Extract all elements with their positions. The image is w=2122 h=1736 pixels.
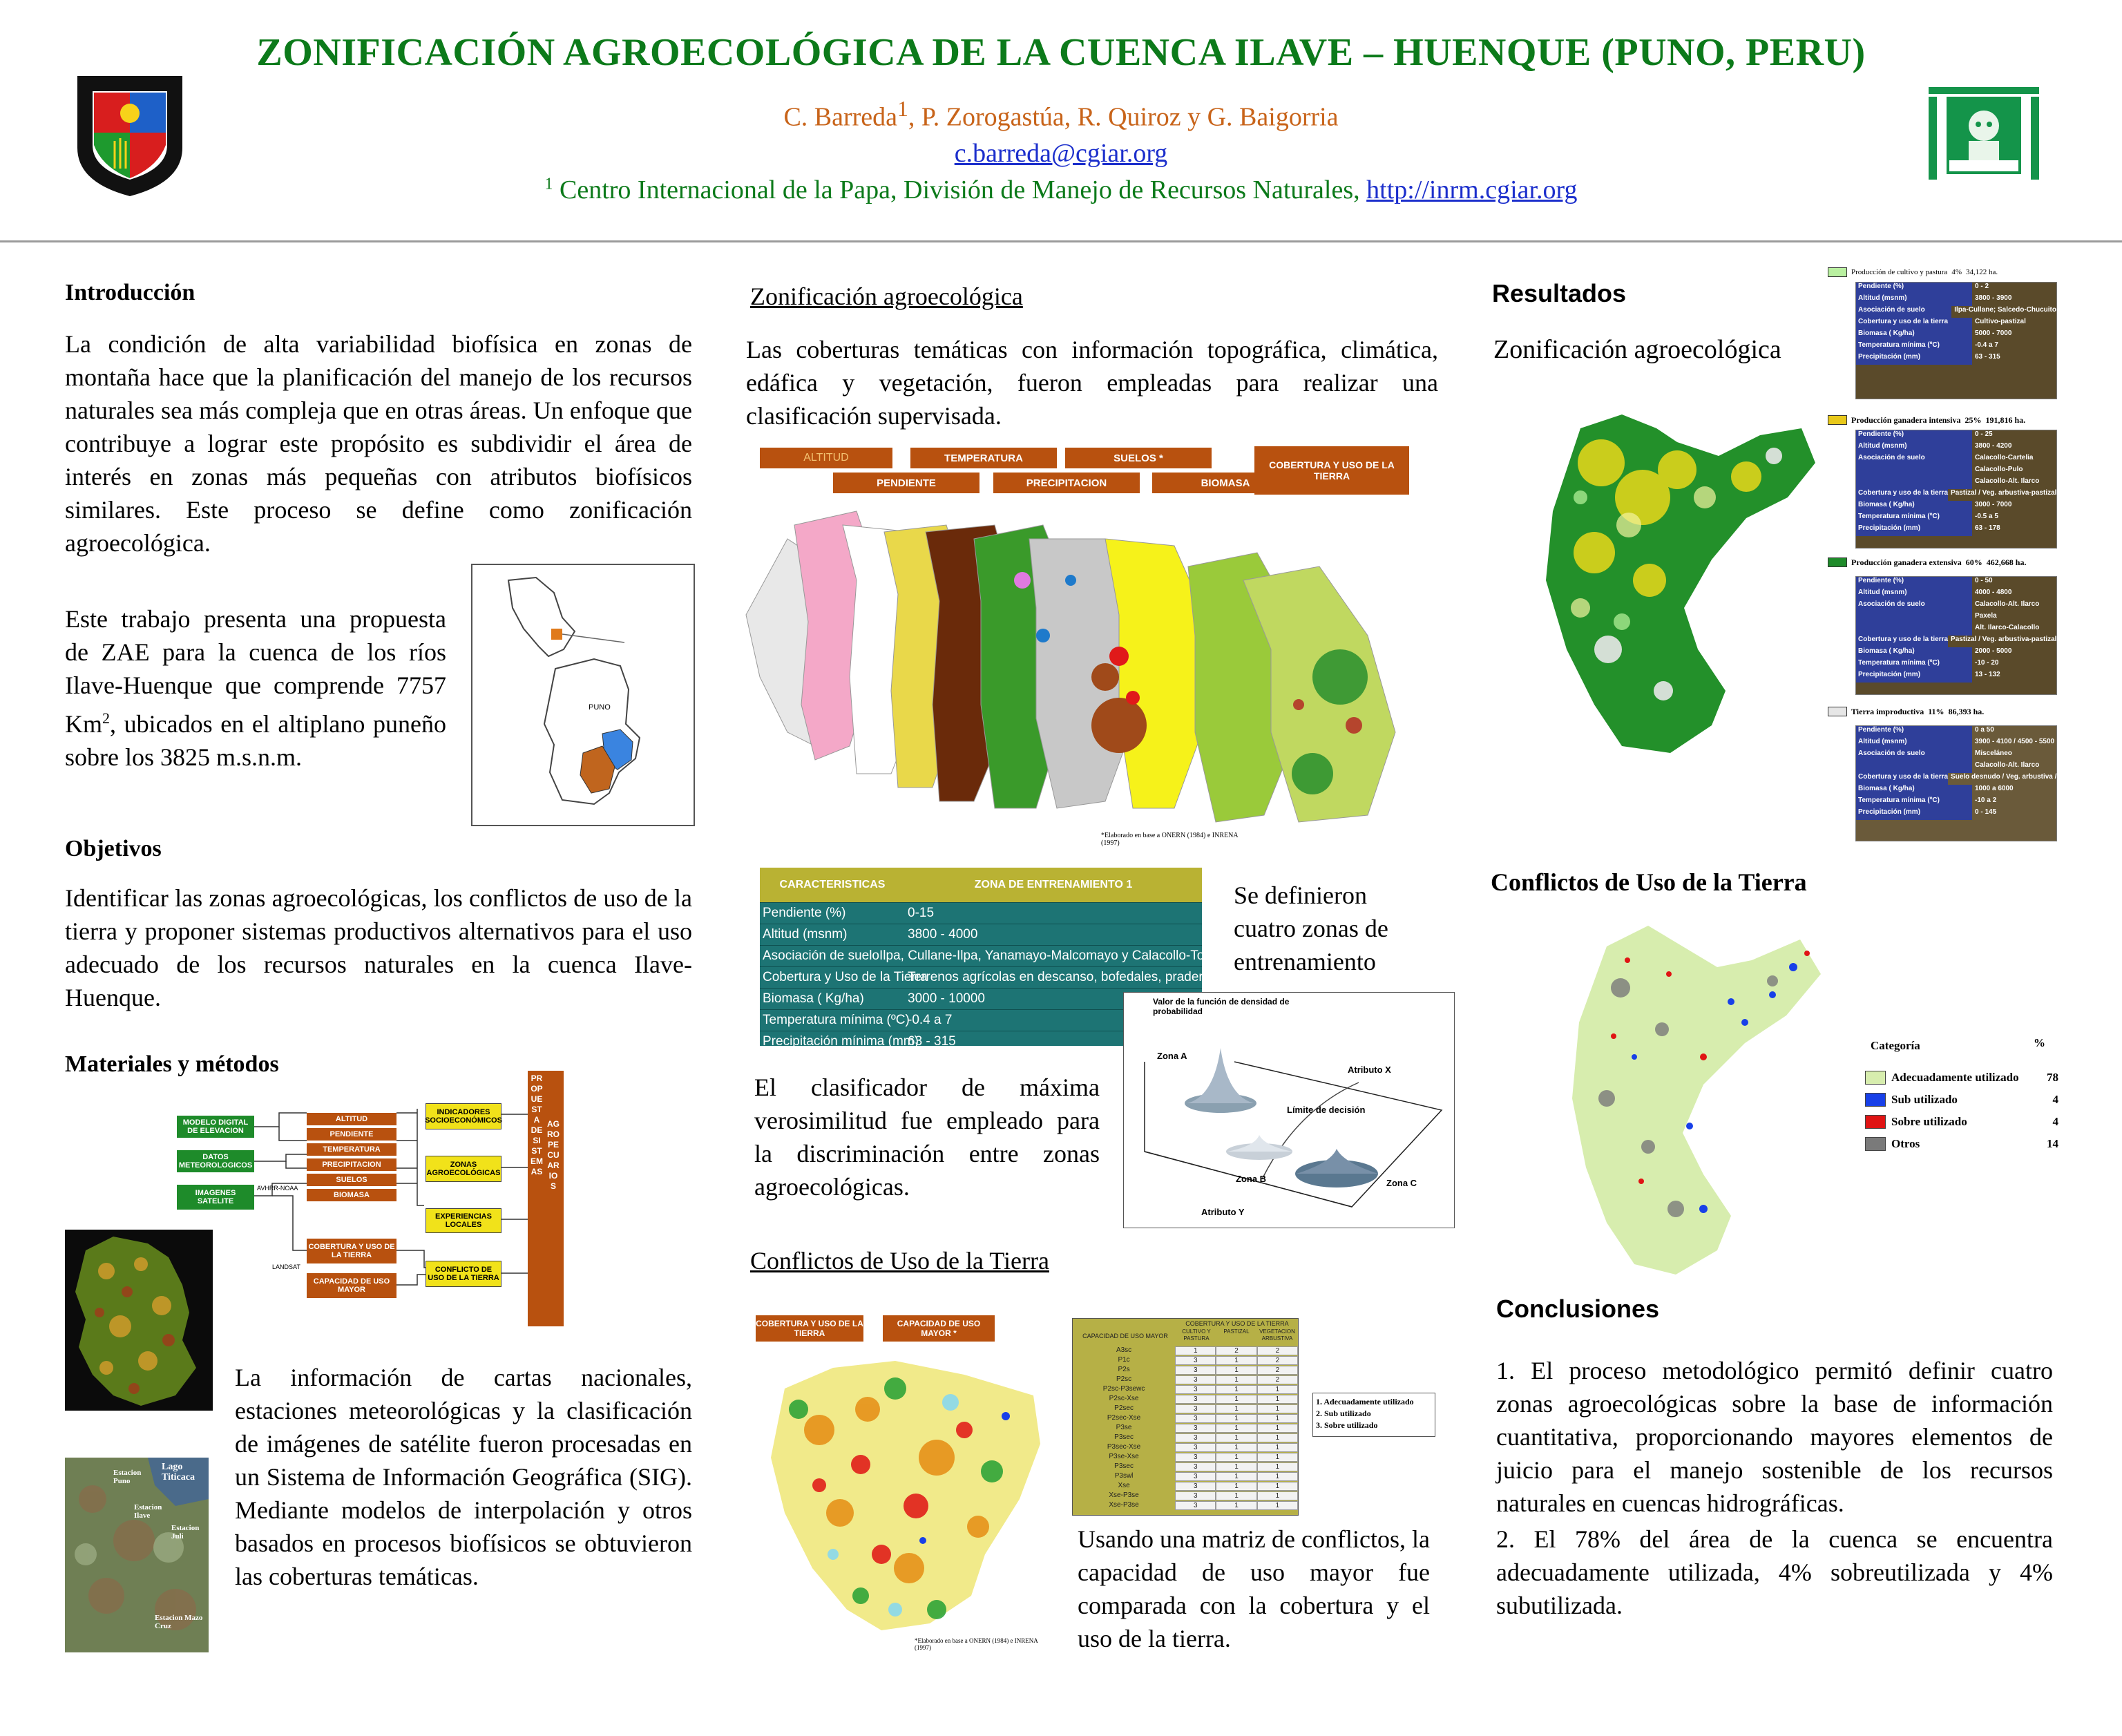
zone-1-swatch: [1828, 267, 1847, 277]
methods-flow-diagram: [175, 1067, 604, 1330]
metodos-heading: Materiales y métodos: [65, 1051, 279, 1077]
training-table-header: [760, 868, 1202, 902]
clasificador-text: El clasificador de máxima verosimilitud fue empleado para la discriminación entre zonas agroecológicas.: [754, 1074, 1100, 1201]
training-col-zona: ZONA DE ENTRENAMIENTO 1: [974, 879, 1133, 890]
matrix-legend-item: 2. Sub utilizado: [1316, 1409, 1371, 1418]
sat-label-puno: Estacion Puno: [113, 1469, 142, 1485]
authors: C. Barreda$^1$, P. Zorogastúa, R. Quiroz y G. Baigorria: [783, 97, 1339, 132]
legend-label: Otros: [1891, 1137, 1920, 1150]
sat-label-ilave: Estacion Ilave: [134, 1503, 162, 1520]
matrix-row: Xse-P3se 3 1 1: [1073, 1501, 1298, 1511]
diagram-title: Valor de la función de densidad de probabilidad: [1153, 997, 1290, 1016]
affiliation: $^1$ Centro Internacional de la Papa, División de Manejo de Recursos Naturales, http://inrm.cgiar.org: [544, 175, 1578, 204]
matrix-row: P2sc-Xse 3 1 1: [1073, 1395, 1298, 1404]
matrix-row: P2sec-Xse 3 1 1: [1073, 1414, 1298, 1424]
inrm-link[interactable]: http://inrm.cgiar.org: [1366, 175, 1578, 204]
diagram-atributo-y: Atributo Y: [1201, 1207, 1245, 1217]
conflict-footnote: *Elaborado en base a ONERN (1984) e INRENA (1997): [915, 1637, 1038, 1651]
probability-density-diagram: [1123, 992, 1455, 1228]
university-shield-logo: [75, 72, 185, 199]
matrix-row: P1c 3 1 2: [1073, 1356, 1298, 1366]
tag-conflict-cobertura: COBERTURA Y USO DE LA TIERRA: [756, 1315, 863, 1342]
tag-precipitacion: PRECIPITACION: [993, 473, 1140, 493]
matrix-row: P2sec 3 1 1: [1073, 1404, 1298, 1414]
metodos-text: La información de cartas nacionales, estaciones meteorológicas y la clasificación de imágenes de satélite fueron procesadas en un Sistema de Información Geográfica (SIG). Mediante modelos de interpolación y otros basados en procesos biofísicos se obtuvieron las coberturas temáticas.: [235, 1364, 692, 1590]
layer-cobertura: COBERTURA Y USO DE LA TIERRA: [307, 1239, 396, 1263]
legend-swatch: [1865, 1093, 1886, 1107]
matrix-col-pastizal: PASTIZAL: [1223, 1328, 1250, 1335]
conclusion-2: 2. El 78% del área de la cuenca se encuentra adecuadamente utilizada, 4% sobreutilizada y 4% subutilizada.: [1496, 1525, 2053, 1619]
zone-4-header: Tierra improductiva 11% 86,393 ha.: [1828, 705, 2060, 718]
matriz-text: Usando una matriz de conflictos, la capacidad de uso mayor fue comparada con la cobertura y el uso de la tierra.: [1078, 1525, 1430, 1652]
layer-temperatura: TEMPERATURA: [307, 1143, 396, 1156]
zone-1-header: Producción de cultivo y pastura 4% 34,122 ha.: [1828, 265, 2060, 279]
propuesta-bar: [528, 1071, 564, 1326]
layer-biomasa: BIOMASA: [307, 1189, 396, 1201]
zone-4-card: Pendiente (%) 0 a 50 Altitud (msnm) 3900 - 4100 / 4500 - 5500 Asociación de suelo Misceláneo Calacollo-Alt. Ilarco Cobertura y uso de la tierra Suelo desnudo / Veg. arbustiva / Nevado Biomasa ( Kg/ha) 1000 a 6000 Temperatura mínima (ºC) -10 a 2 Precipitación (mm) 0 - 145: [1855, 725, 2057, 841]
cip-logo: [1922, 77, 2046, 199]
legend-pct-title: %: [2034, 1036, 2045, 1049]
conclusiones-heading: Conclusiones: [1496, 1295, 1660, 1323]
agropecuarios-vertical-text: AGROPECUARIOS: [547, 1119, 560, 1191]
legend-value: 78: [2047, 1071, 2058, 1084]
conflictos-mid-heading: Conflictos de Uso de la Tierra: [750, 1247, 1049, 1275]
legend-item: [1865, 1134, 2058, 1154]
email-link[interactable]: c.barreda@cgiar.org: [954, 139, 1168, 168]
conflictos-results-heading: Conflictos de Uso de la Tierra: [1491, 868, 1807, 896]
zonificacion-heading: Zonificación agroecológica: [750, 283, 1023, 310]
matrix-col-vegetacion: VEGETACION ARBUSTIVA: [1259, 1328, 1295, 1342]
legend-value: 4: [2052, 1115, 2058, 1128]
matrix-legend-item: 1. Adecuadamente utilizado: [1316, 1397, 1414, 1406]
zone-3-swatch: [1828, 557, 1847, 567]
zone-2-header: Producción ganadera intensiva 25% 191,816 ha.: [1828, 413, 2060, 427]
tag-cobertura: COBERTURA Y USO DE LA TIERRA: [1254, 446, 1409, 495]
matrix-row: P3sec-Xse 3 1 1: [1073, 1443, 1298, 1453]
resultados-heading: Resultados: [1492, 279, 1627, 307]
matrix-legend-item: 3. Sobre utilizado: [1316, 1420, 1378, 1430]
diagram-zona-a: Zona A: [1157, 1051, 1187, 1061]
layer-altitud: ALTITUD: [307, 1113, 396, 1125]
sat-label-lago: Lago Titicaca: [162, 1462, 195, 1482]
legend-swatch: [1865, 1071, 1886, 1085]
sat-label-juli: Estacion Juli: [171, 1524, 200, 1541]
propuesta-vertical-text: PROPUESTA DE SISTEMAS: [530, 1074, 543, 1176]
matrix-legend: [1312, 1393, 1435, 1437]
zonificacion-text: Las coberturas temáticas con información topográfica, climática, edáfica y vegetación, fueron empleadas para realizar una clasificación supervisada.: [746, 336, 1438, 430]
intro-paragraph-2: Este trabajo presenta una propuesta de ZAE para la cuenca de los ríos Ilave-Huenque que comprende 7757 Km$^2$, ubicados en el altiplano puneño sobre los 3825 m.s.n.m.: [65, 605, 446, 771]
matrix-row: P3se 3 1 1: [1073, 1424, 1298, 1433]
matrix-row: A3sc 1 2 2: [1073, 1346, 1298, 1356]
matrix-row: Xse 3 1 1: [1073, 1482, 1298, 1491]
matrix-row: Xse-P3se 3 1 1: [1073, 1491, 1298, 1501]
matrix-col-cultivo: CULTIVO Y PASTURA: [1182, 1328, 1211, 1342]
agroecological-zones-map: [1539, 401, 1821, 760]
matrix-row: P2sc 3 1 2: [1073, 1375, 1298, 1385]
intro-heading: Introducción: [65, 280, 195, 305]
training-row: Cobertura y Uso de la Tierra Terrenos agrícolas en descanso, bofedales, pradera: [760, 966, 1202, 988]
label-avhrr: AVHRR-NOAA: [257, 1185, 298, 1192]
legend-label: Adecuadamente utilizado: [1891, 1071, 2019, 1084]
legend-value: 14: [2047, 1137, 2058, 1150]
layer-pendiente: PENDIENTE: [307, 1128, 396, 1141]
diagram-zona-c: Zona C: [1386, 1178, 1417, 1188]
tag-suelos: SUELOS *: [1065, 448, 1212, 468]
box-conflicto: CONFLICTO DE USO DE LA TIERRA: [426, 1261, 501, 1287]
legend-title: Categoría: [1871, 1039, 1920, 1052]
matrix-body: [1073, 1346, 1298, 1511]
training-row: Altitud (msnm) 3800 - 4000: [760, 924, 1202, 945]
training-row: Biomasa ( Kg/ha) 3000 - 10000: [760, 988, 1202, 1009]
poster-title: ZONIFICACIÓN AGROECOLÓGICA DE LA CUENCA ILAVE – HUENQUE (PUNO, PERU): [256, 31, 1866, 74]
legend-item: [1865, 1112, 2058, 1132]
layer-capacidad: CAPACIDAD DE USO MAYOR: [307, 1273, 396, 1298]
training-row: Pendiente (%) 0-15: [760, 902, 1202, 924]
diagram-atributo-x: Atributo X: [1348, 1065, 1391, 1075]
landsat-image: [65, 1458, 209, 1652]
training-row: Temperatura mínima (ºC) -0.4 a 7: [760, 1009, 1202, 1031]
thematic-layers-stack: [746, 497, 1412, 847]
tag-temperatura: TEMPERATURA: [910, 448, 1057, 468]
tag-pendiente: PENDIENTE: [833, 473, 979, 493]
sat-label-mazocruz: Estacion Mazo Cruz: [155, 1614, 203, 1630]
matrix-row: P2s 3 1 2: [1073, 1366, 1298, 1375]
header-divider: [0, 240, 2122, 242]
conflict-overlay-map: [757, 1347, 1047, 1651]
conflict-matrix: [1072, 1318, 1299, 1516]
input-satellite: IMAGENES SATELITE: [177, 1185, 254, 1210]
training-col-caracteristicas: CARACTERISTICAS: [779, 879, 886, 890]
zone-result-cards: [1828, 265, 2084, 858]
training-side-text: Se definieron cuatro zonas de entrenamiento: [1234, 881, 1388, 975]
tag-biomasa: BIOMASA: [1152, 473, 1299, 493]
input-dem: MODELO DIGITAL DE ELEVACION: [177, 1116, 254, 1138]
label-landsat: LANDSAT: [272, 1263, 300, 1270]
diagram-limite: Límite de decisión: [1287, 1105, 1366, 1115]
zone-2-swatch: [1828, 415, 1847, 425]
zone-1-card: Pendiente (%) 0 - 2 Altitud (msnm) 3800 - 3900 Asociación de suelo Ilpa-Cullane; Salcedo-Chucuito Cobertura y uso de la tierra Cultivo-pastizal Biomasa ( Kg/ha) 5000 - 7000 Temperatura mínima (ºC) -0.4 a 7 Precipitación (mm) 63 - 315: [1855, 282, 2057, 399]
training-row: Asociación de suelo Ilpa, Cullane-Ilpa, Yanamayo-Malcomayo y Calacollo-Torreni: [760, 945, 1202, 966]
legend-value: 4: [2052, 1093, 2058, 1106]
layer-suelos: SUELOS: [307, 1174, 396, 1186]
legend-swatch: [1865, 1115, 1886, 1129]
location-map: [471, 564, 695, 826]
intro-paragraph: La condición de alta variabilidad biofísica en zonas de montaña hace que la planificación del manejo de los recursos naturales sea más compleja que en otras áreas. Un enfoque que contribuye a lograr este propósito es subdividir el área de interés en zonas más pequeñas con atributos biofísicos similares. Este proceso se define como zonificación agroecológica.: [65, 330, 692, 557]
objetivos-text: Identificar las zonas agroecológicas, los conflictos de uso de la tierra y proponer sistemas productivos alternativos para el uso adecuado de los recursos naturales en la cuenca Ilave-Huenque.: [65, 884, 692, 1011]
objetivos-heading: Objetivos: [65, 836, 162, 861]
resultados-subheading: Zonificación agroecológica: [1493, 335, 1781, 364]
legend-label: Sobre utilizado: [1891, 1115, 1967, 1128]
input-meteo: DATOS METEOROLOGICOS: [177, 1150, 254, 1172]
matrix-top-header: COBERTURA Y USO DE LA TIERRA: [1185, 1320, 1289, 1327]
box-experiencias: EXPERIENCIAS LOCALES: [426, 1208, 501, 1233]
legend-label: Sub utilizado: [1891, 1093, 1958, 1106]
matrix-row: P2sc-P3sewc 3 1 1: [1073, 1385, 1298, 1395]
diagram-zona-b: Zona B: [1236, 1174, 1267, 1184]
tag-conflict-capacidad: CAPACIDAD DE USO MAYOR *: [883, 1315, 995, 1342]
basin-satellite-classification: [65, 1230, 213, 1411]
legend-item: [1865, 1068, 2058, 1087]
matrix-row: P3sec 3 1 1: [1073, 1433, 1298, 1443]
box-zonas: ZONAS AGROECOLÓGICAS: [426, 1156, 501, 1182]
zone-2-card: Pendiente (%) 0 - 25 Altitud (msnm) 3800 - 4200 Asociación de suelo Calacollo-Cartelia Calacollo-Pulo Calacollo-Alt. Ilarco Cobertura y uso de la tierra Pastizal / Veg. arbustiva-pastizal Biomasa ( Kg/ha) 3000 - 7000 Temperatura mínima (ºC) -0.5 a 5 Precipitación (mm) 63 - 178: [1855, 430, 2057, 549]
layer-precipitacion: PRECIPITACION: [307, 1158, 396, 1171]
matrix-row: P3se-Xse 3 1 1: [1073, 1453, 1298, 1462]
matrix-row: P3sec 3 1 1: [1073, 1462, 1298, 1472]
conclusion-1: 1. El proceso metodológico permitó definir cuatro zonas agroecológicas sobre la base de información cuantitativa, proporcionando mayores elementos de juicio para el manejo sostenible de los recursos naturales en cuencas hidrográficas.: [1496, 1357, 2053, 1517]
zone-4-swatch: [1828, 707, 1847, 716]
training-row: Precipitación mínima (mm) 63 - 315: [760, 1031, 1202, 1052]
tag-altitud: ALTITUD: [760, 448, 892, 468]
conflict-legend: [1865, 1033, 2058, 1165]
land-use-conflict-map: [1565, 919, 1828, 1278]
matrix-corner: CAPACIDAD DE USO MAYOR: [1082, 1333, 1168, 1339]
box-indicadores: INDICADORES SOCIOECONÓMICOS: [426, 1103, 501, 1129]
layers-footnote: *Elaborado en base a ONERN (1984) e INRENA (1997): [1101, 832, 1239, 847]
legend-swatch: [1865, 1137, 1886, 1151]
legend-item: [1865, 1090, 2058, 1109]
zone-3-header: Producción ganadera extensiva 60% 462,668 ha.: [1828, 555, 2060, 569]
matrix-row: P3swl 3 1 1: [1073, 1472, 1298, 1482]
zone-3-card: Pendiente (%) 0 - 50 Altitud (msnm) 4000 - 4800 Asociación de suelo Calacollo-Alt. Ilarco Paxela Alt. Ilarco-Calacollo Cobertura y uso de la tierra Pastizal / Veg. arbustiva-pastizal Biomasa ( Kg/ha) 2000 - 5000 Temperatura mínima (ºC) -10 - 20 Precipitación (mm) 13 - 132: [1855, 576, 2057, 695]
map-label-puno: PUNO: [589, 703, 611, 712]
